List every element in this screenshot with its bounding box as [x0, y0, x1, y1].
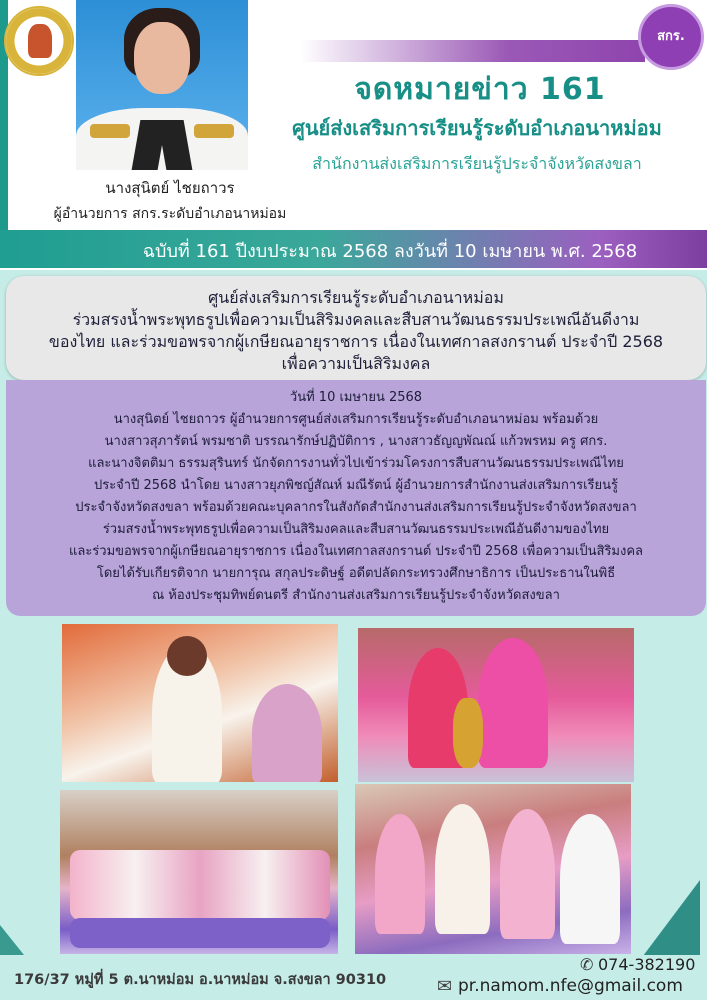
director-portrait [76, 0, 248, 170]
center-name: ศูนย์ส่งเสริมการเรียนรู้ระดับอำเภอนาหม่อม [292, 116, 662, 140]
event-photo-2 [358, 628, 634, 782]
phone-icon: ✆ [580, 955, 594, 974]
left-agency-logo [4, 6, 74, 76]
corner-decoration [640, 880, 700, 960]
article-body-box [6, 380, 706, 616]
address-text: 176/37 หมู่ที่ 5 ต.นาหม่อม อ.นาหม่อม จ.สงขลา 90310 [14, 972, 387, 988]
article-title-line: ร่วมสรงน้ำพระพุทธรูปเพื่อความเป็นสิริมงคลและสืบสานวัฒนธรรมประเพณีอันดีงาม [72, 310, 640, 329]
newsletter-title: จดหมายข่าว 161 [354, 72, 606, 107]
email-address[interactable]: pr.namom.nfe@gmail.com [458, 976, 683, 996]
event-photo-3 [60, 790, 338, 954]
article-body-line: ร่วมสรงน้ำพระพุทธรูปเพื่อความเป็นสิริมงคลและสืบสานวัฒนธรรมประเพณีอันดีงามของไทย [102, 522, 610, 537]
director-role: ผู้อำนวยการ สกร.ระดับอำเภอนาหม่อม [53, 206, 287, 222]
article-body-line: และนางจิตติมา ธรรมสุรินทร์ นักจัดการงานทั่วไปเข้าร่วมโครงการสืบสานวัฒนธรรมประเพณีไทย [88, 456, 624, 471]
right-skr-logo: สกร. [638, 4, 704, 70]
article-title-line: ของไทย และร่วมขอพรจากผู้เกษียณอายุราชการ เนื่องในเทศกาลสงกรานต์ ประจำปี 2568 [48, 332, 664, 351]
office-name: สำนักงานส่งเสริมการเรียนรู้ประจำจังหวัดสงขลา [312, 154, 642, 173]
article-body-line: โดยได้รับเกียรติจาก นายการุณ สกุลประดิษฐ์ อดีตปลัดกระทรวงศึกษาธิการ เป็นประธานในพิธี [96, 566, 616, 581]
article-body-line: ณ ห้องประชุมทิพย์ดนตรี สำนักงานส่งเสริมการเรียนรู้ประจำจังหวัดสงขลา [152, 588, 560, 603]
mail-icon: ✉ [437, 976, 453, 997]
article-date: วันที่ 10 เมษายน 2568 [289, 390, 423, 405]
article-title-box [6, 276, 706, 380]
article-body-line: ประจำปี 2568 นำโดย นางสาวยุภพิชญ์สัณห์ มณีรัตน์ ผู้อำนวยการสำนักงานส่งเสริมการเรียนรู้ [93, 478, 619, 493]
article-title-line: ศูนย์ส่งเสริมการเรียนรู้ระดับอำเภอนาหม่อม [208, 288, 504, 307]
article-body-line: นางสาวสุภารัตน์ พรมชาติ บรรณารักษ์ปฏิบัติการ , นางสาวธัญญพัณณ์ แก้วพรหม ครู ศกร. [104, 434, 608, 449]
issue-info: ฉบับที่ 161 ปีงบประมาณ 2568 ลงวันที่ 10 เมษายน พ.ศ. 2568 [142, 241, 638, 262]
director-name: นางสุนิตย์ ไชยถาวร [105, 179, 235, 197]
event-photo-1 [62, 624, 338, 782]
article-body-line: นางสุนิตย์ ไชยถาวร ผู้อำนวยการศูนย์ส่งเสริมการเรียนรู้ระดับอำเภอนาหม่อม พร้อมด้วย [113, 412, 599, 427]
event-photo-4 [355, 784, 631, 954]
article-body-line: ประจำจังหวัดสงขลา พร้อมด้วยคณะบุคลากรในสังกัดสำนักงานส่งเสริมการเรียนรู้ประจำจังหวัดสงขลา [75, 500, 637, 515]
article-title-line: เพื่อความเป็นสิริมงคล [281, 354, 431, 373]
phone-number[interactable]: 074-382190 [598, 955, 696, 974]
article-body-line: และร่วมขอพรจากผู้เกษียณอายุราชการ เนื่องในเทศกาลสงกรานต์ ประจำปี 2568 เพื่อความเป็นสิริมงคล [68, 544, 644, 559]
purple-band-decoration [300, 40, 645, 62]
